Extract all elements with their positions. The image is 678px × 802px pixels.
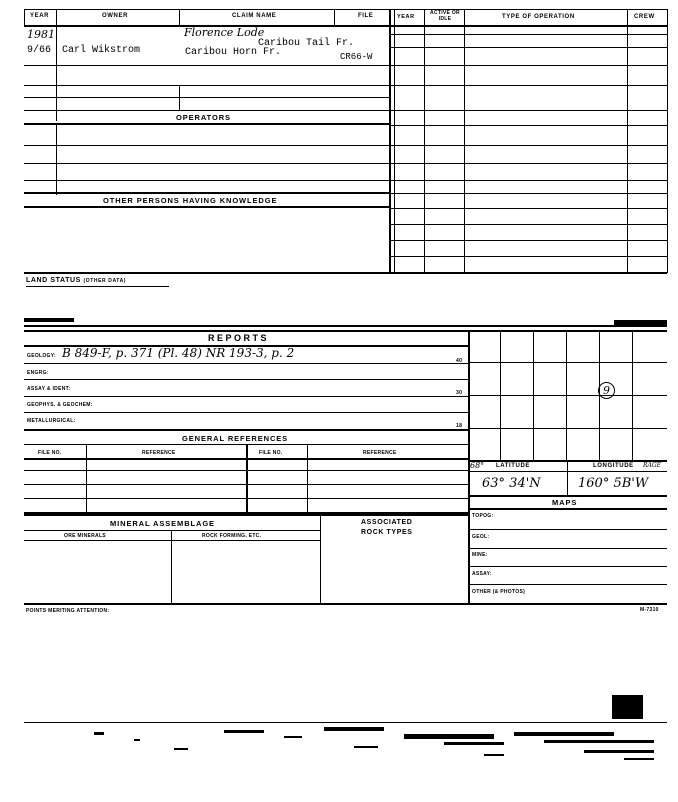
col-header-active-idle: ACTIVE OR IDLE [430,10,460,22]
associated-line-2: ROCK TYPES [361,529,413,536]
ref-header-file-no-2: FILE NO. [259,450,283,456]
longitude-label: LONGITUDE [593,463,634,469]
col-header-type-of-operation: TYPE OF OPERATION [502,14,575,20]
ref-header-reference-2: REFERENCE [363,450,397,456]
circled-number [598,382,615,399]
latitude-value: 63° 34'N [482,476,541,491]
form-number: M-7310 [640,607,659,613]
scale-mark-30: 30 [456,390,463,396]
maps-geol: GEOL: [472,534,490,540]
scale-mark-18: 18 [456,423,463,429]
maps-other: OTHER (& PHOTOS) [472,589,526,595]
col-header-crew: CREW [634,14,655,20]
reports-title: REPORTS [208,333,270,343]
lon-suffix: RAGE [643,462,662,469]
col-header-file: FILE [358,13,374,19]
row-file: CR66-W [340,52,373,62]
maps-title: MAPS [552,498,578,507]
lat-prefix: 68° [470,461,485,470]
row-year: 9/66 [27,45,52,56]
circled-number-text: 9 [603,384,610,397]
handwritten-year: 1981 [27,28,55,41]
col-header-year: YEAR [30,13,50,19]
mineral-assemblage-title: MINERAL ASSEMBLAGE [110,519,215,528]
maps-topog: TOPOG: [472,513,494,519]
ref-header-reference-1: REFERENCE [142,450,176,456]
report-label-geology: GEOLOGY: [27,353,56,359]
longitude-value: 160° 5B'W [578,476,649,491]
scan-noise-band [24,724,667,776]
report-label-geophys: GEOPHYS. & GEOCHEM: [27,402,93,408]
report-label-metallurgical: METALLURGICAL: [27,418,76,424]
row-owner: Carl Wikstrom [62,45,141,56]
ref-header-file-no-1: FILE NO. [38,450,62,456]
report-label-engrg: ENGRG: [27,370,49,376]
report-label-assay: ASSAY & IDENT: [27,386,71,392]
row-claim-line-2: Caribou Horn Fr. [185,47,282,58]
land-status-label: LAND STATUS [26,277,81,284]
land-status-title [26,277,126,284]
rock-forming-header: ROCK FORMING, ETC. [202,533,262,539]
land-status-subtitle: (OTHER DATA) [83,278,127,284]
scale-mark-40: 40 [456,358,463,364]
ore-minerals-header: ORE MINERALS [64,533,106,539]
latitude-label: LATITUDE [496,463,531,469]
handwritten-claim: Florence Lode [184,26,265,39]
points-title: POINTS MERITING ATTENTION: [26,608,110,614]
col-header-owner: OWNER [102,13,128,19]
general-references-title: GENERAL REFERENCES [182,434,289,443]
row-claim-line-1: Caribou Tail Fr. [258,38,355,49]
report-value-geology: B 849-F, p. 371 (Pl. 48) NR 193-3, p. 2 [62,346,295,360]
associated-line-1: ASSOCIATED [361,519,413,526]
col-header-claim-name: CLAIM NAME [232,13,277,19]
other-persons-title: OTHER PERSONS HAVING KNOWLEDGE [103,196,278,205]
maps-assay: ASSAY: [472,571,492,577]
col-header-year-2: YEAR [397,14,415,20]
operators-title: OPERATORS [176,113,231,122]
maps-mine: MINE: [472,552,488,558]
